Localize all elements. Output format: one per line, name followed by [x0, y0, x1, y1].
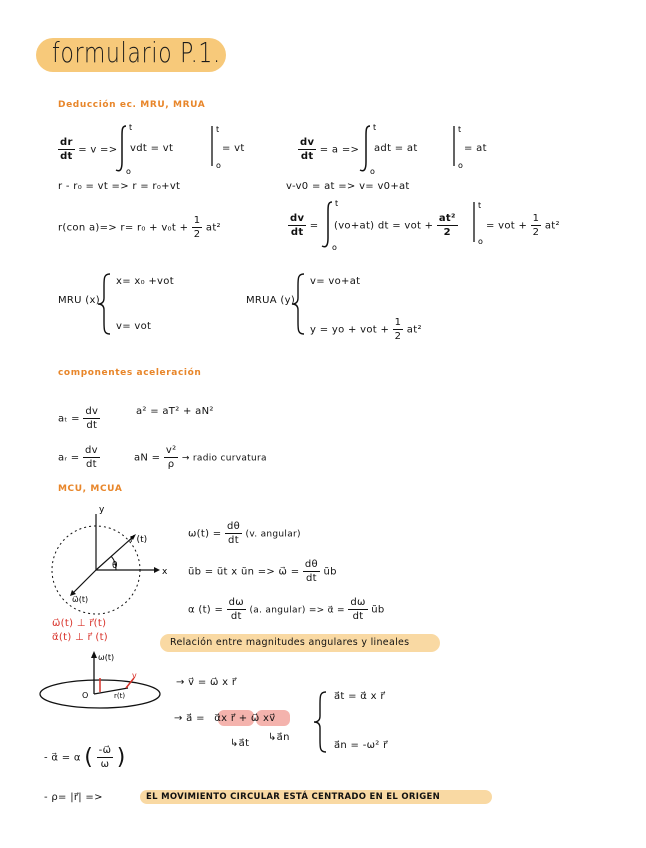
frac-num: 1 — [532, 213, 540, 224]
eq-text: = a => — [319, 144, 360, 156]
svg-text:t: t — [478, 201, 482, 210]
eq-text: at² — [205, 222, 221, 234]
svg-text:t: t — [458, 125, 462, 134]
frac-den: dt — [86, 420, 98, 431]
circle-diagram — [46, 506, 186, 626]
eq-text: r(con a)=> r= r₀ + v₀t + — [58, 222, 192, 234]
svg-text:o: o — [458, 161, 463, 170]
svg-text:o: o — [126, 167, 131, 176]
eq-at — [58, 405, 100, 432]
eq-text: aN = — [134, 452, 161, 464]
eq-r-r0: r - r₀ = vt => r = r₀+vt — [58, 181, 181, 192]
eq-text: → a⃗ = — [174, 713, 205, 724]
frac-num: dv — [85, 406, 99, 417]
omega-t-label: ω(t) — [98, 653, 115, 662]
eq-an-vec: a⃗n = -ω² r⃗ — [334, 740, 388, 751]
mrua-label: MRUA (y) — [246, 295, 296, 306]
eq-text: + — [238, 713, 248, 724]
mru-x: x= x₀ +vot — [116, 276, 174, 287]
axis-y-label: y — [99, 505, 105, 515]
eq-ar — [58, 444, 100, 471]
rotation-diagram — [36, 648, 186, 718]
frac-num: dθ — [226, 521, 241, 532]
eq-a-squared: a² = aT² + aN² — [136, 406, 214, 417]
eq-result-at: = at — [464, 143, 487, 154]
svg-text:t: t — [216, 125, 220, 134]
eq-r-const-a — [58, 214, 221, 241]
eq-ub — [188, 558, 337, 585]
r-t-label: r(t) — [114, 692, 126, 700]
eq-alpha-vec: - α⃗ = α ( $\frac{-\omega⃗}{\omega}$ ) — [44, 745, 126, 770]
eq-int-vo-at — [334, 212, 458, 239]
eq-result-vot — [486, 212, 560, 239]
frac-den: ω — [100, 759, 110, 770]
eq-v-cross: → v⃗ = ω⃗ x r⃗ — [176, 677, 237, 688]
eq-an — [134, 444, 267, 471]
frac-den: dt — [228, 535, 239, 546]
eq-note: (v. angular) — [245, 529, 301, 540]
frac-den: 2 — [443, 227, 451, 238]
sub-at: ↳a⃗t — [230, 738, 250, 749]
eq-at-vec: a⃗t = α⃗ x r⃗ — [334, 691, 385, 702]
eq-rho: - ρ= |r⃗| => — [44, 792, 103, 803]
eq-a-split — [174, 713, 275, 724]
mrua-y — [310, 316, 422, 343]
origin-label: O — [82, 691, 89, 700]
axis-x-label: x — [162, 567, 168, 577]
frac-num: dv — [300, 137, 315, 148]
eq-text: α⃗x r⃗ — [214, 713, 236, 724]
eq-text: (a. angular) => α⃗ = — [249, 605, 345, 616]
svg-text:t: t — [335, 199, 339, 208]
eq-text: - α⃗ = α — [44, 752, 81, 764]
eq-text: at² — [406, 324, 422, 336]
omega-label: ω⃗(t) — [72, 595, 89, 604]
eq-result-vt: = vt — [222, 143, 245, 154]
frac-num: 1 — [193, 215, 201, 226]
mru-label: MRU (x) — [58, 295, 100, 306]
svg-text:t: t — [129, 123, 133, 132]
eq-alpha — [188, 596, 385, 623]
omega-vector — [72, 570, 96, 594]
eq-dr-dt — [58, 136, 117, 163]
frac-den: dt — [85, 459, 97, 470]
theta-label: θ — [112, 561, 118, 571]
svg-text:o: o — [478, 237, 483, 246]
relation-heading: Relación entre magnitudes angulares y lineales — [170, 637, 410, 648]
svg-text:o: o — [370, 167, 375, 176]
frac-den: 2 — [193, 229, 201, 240]
frac-den: dt — [300, 151, 314, 162]
svg-text:t: t — [373, 123, 377, 132]
brace-a-components — [312, 690, 332, 754]
eq-int-a: adt = at — [374, 143, 418, 154]
eq-text: aᵣ = — [58, 452, 80, 464]
page-title: formulario P.1. — [52, 36, 221, 69]
eq-text: aₜ = — [58, 413, 80, 425]
frac-den: 2 — [532, 227, 540, 238]
eq-text: ũb — [323, 566, 337, 578]
mrua-v: v= vo+at — [310, 276, 361, 287]
frac-den: dt — [230, 611, 242, 622]
v-label: v — [132, 671, 137, 680]
frac-num: v² — [165, 445, 177, 456]
frac-den: 2 — [394, 331, 402, 342]
frac-num: dω — [228, 597, 244, 608]
eq-text: ũb = ũt x ũn => ω⃗ = — [188, 566, 300, 578]
brace-mru — [96, 272, 116, 336]
frac-den: dt — [352, 611, 364, 622]
eq-note: → radio curvatura — [181, 453, 267, 464]
frac-den: ρ — [167, 459, 175, 470]
perp-alpha-r: α⃗(t) ⊥ r⃗ (t) — [52, 632, 108, 643]
sub-an: ↳a⃗n — [268, 732, 290, 743]
eq-text: ω⃗ xv⃗ — [250, 713, 276, 724]
eq-text: y = yo + vot + — [310, 324, 390, 336]
section-heading-mru: Deducción ec. MRU, MRUA — [58, 100, 206, 110]
eq-dv-dt-3: $\frac{dv}{dt}$ = — [290, 213, 319, 238]
rho-note: EL MOVIMIENTO CIRCULAR ESTÁ CENTRADO EN EL ORIGEN — [146, 792, 441, 802]
frac-den: dt — [305, 573, 317, 584]
eq-omega — [188, 520, 301, 547]
r-label: r⃗ (t) — [130, 535, 148, 545]
eq-text: at² — [544, 220, 560, 232]
eq-v-v0: v-v0 = at => v= v0+at — [286, 181, 410, 192]
eq-dv-dt — [298, 136, 359, 163]
svg-text:o: o — [332, 243, 337, 252]
frac-num: dω — [350, 597, 366, 608]
eq-text: = vot + — [486, 220, 528, 232]
eq-int-v: vdt = vt — [130, 143, 174, 154]
eq-text: (vo+at) dt = vot + — [334, 220, 434, 232]
mru-v: v= vot — [116, 321, 152, 332]
eq-text: α (t) = — [188, 604, 224, 616]
svg-text:o: o — [216, 161, 221, 170]
frac-num: 1 — [394, 317, 402, 328]
frac-den: dt — [60, 151, 73, 162]
section-heading-mcu: MCU, MCUA — [58, 484, 123, 494]
section-heading-acceleration: componentes aceleración — [58, 368, 202, 378]
eq-text: = v => — [78, 144, 118, 156]
perp-omega-r: ω⃗(t) ⊥ r⃗(t) — [52, 618, 107, 629]
frac-num: dv — [290, 213, 305, 224]
frac-num: dθ — [304, 559, 318, 570]
frac-num: dv — [84, 445, 98, 456]
frac-num: dr — [60, 137, 73, 148]
eq-text: ω(t) = — [188, 528, 222, 540]
frac-num: at² — [438, 213, 456, 224]
eq-text: ũb — [371, 604, 385, 616]
frac-den: dt — [290, 227, 304, 238]
frac-num: -ω⃗ — [98, 745, 112, 756]
brace-mrua — [290, 272, 310, 336]
